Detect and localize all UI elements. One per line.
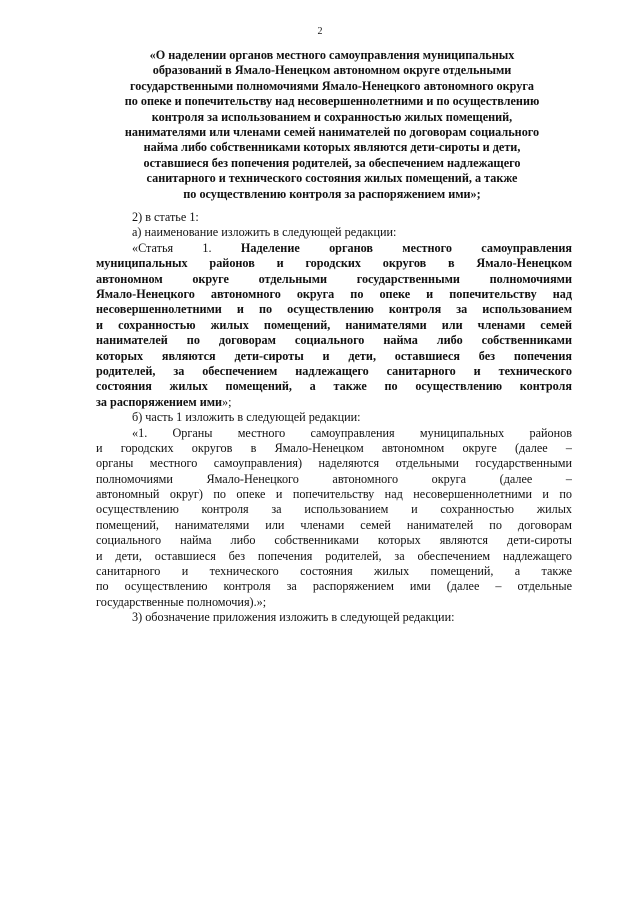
title-line: образований в Ямало-Ненецком автономном округе отдельными	[152, 63, 512, 78]
title-line: государственными полномочиями Ямало-Ненецкого автономного округа	[129, 78, 534, 93]
title-line: контроля за использованием и сохранностью жилых помещений,	[151, 109, 513, 124]
article-heading-first-line	[96, 241, 572, 256]
part1-line: санитарного и технического состояния жилых помещений, а также	[96, 564, 572, 579]
document-body	[96, 210, 572, 626]
article-heading-tail: »;	[222, 394, 232, 409]
law-title	[92, 48, 572, 202]
title-line: по осуществлению контроля за распоряжением ими»;	[183, 186, 481, 201]
article-prefix: «Статья 1.	[132, 240, 212, 255]
article-heading-line: нанимателей по договорам социального найма либо собственниками	[96, 333, 572, 348]
part1-line: полномочиями Ямало-Ненецкого автономного округа (далее –	[96, 471, 572, 486]
part1-line: по осуществлению контроля за распоряжением ими (далее – отдельные	[96, 579, 572, 594]
article-heading-line: родителей, за обеспечением надлежащего санитарного и технического	[96, 363, 572, 378]
page-number: 2	[317, 26, 323, 37]
paragraph-item-3: 3) обозначение приложения изложить в следующей редакции:	[132, 610, 455, 625]
article-heading-line: автономном округе отдельными государственными полномочиями	[96, 271, 572, 286]
article-heading-bold-end: за распоряжением ими	[96, 394, 223, 409]
part1-line: и дети, оставшиеся без попечения родителей, за обеспечением надлежащего	[96, 548, 572, 563]
title-line: по опеке и попечительству над несовершеннолетними и по осуществлению	[124, 94, 540, 109]
part1-line: «1. Органы местного самоуправления муниципальных районов	[132, 425, 572, 440]
part1-line: органы местного самоуправления) наделяются отдельными государственными	[96, 456, 572, 471]
article-heading-last-line	[96, 395, 572, 410]
title-line: найма либо собственниками которых являются дети-сироты и дети,	[143, 140, 521, 155]
article-heading-line: несовершеннолетними и по осуществлению контроля за использованием	[96, 302, 572, 317]
title-line: оставшиеся без попечения родителей, за обеспечением надлежащего	[143, 155, 521, 170]
part1-line: помещений, нанимателями или членами семей нанимателей по договорам	[96, 517, 572, 532]
title-line: санитарного и технического состояния жилых помещений, а также	[146, 171, 518, 186]
part1-line: социального найма либо собственниками которых являются дети-сироты	[96, 533, 572, 548]
article-heading-line: которых являются дети-сироты и дети, оставшиеся без попечения	[96, 348, 572, 363]
title-line: «О наделении органов местного самоуправления муниципальных	[149, 48, 515, 62]
article-heading-line: и сохранностью жилых помещений, нанимателями или членами семей	[96, 317, 572, 332]
title-line: нанимателями или членами семей нанимателей по договорам социального	[124, 125, 540, 140]
article-heading-bold: Наделение органов местного самоуправления	[240, 240, 572, 255]
article-heading-line: Ямало-Ненецкого автономного округа по опеке и попечительству над	[96, 286, 572, 301]
part1-line: и городских округов в Ямало-Ненецком автономном округе (далее –	[96, 440, 572, 455]
paragraph-item-2a: а) наименование изложить в следующей редакции:	[132, 225, 397, 240]
article-heading-line: муниципальных районов и городских округов в Ямало-Ненецком	[96, 256, 572, 271]
part1-last-line: государственные полномочия).»;	[96, 594, 267, 609]
article-heading-line: состояния жилых помещений, а также по осуществлению контроля	[96, 379, 572, 394]
part1-line: автономный округ) по опеке и попечительству над несовершеннолетними и по	[96, 487, 572, 502]
paragraph-item-2b: б) часть 1 изложить в следующей редакции:	[132, 410, 361, 425]
part1-line: осуществлению контроля за использованием и сохранностью жилых	[96, 502, 572, 517]
paragraph-item-2: 2) в статье 1:	[132, 210, 199, 224]
